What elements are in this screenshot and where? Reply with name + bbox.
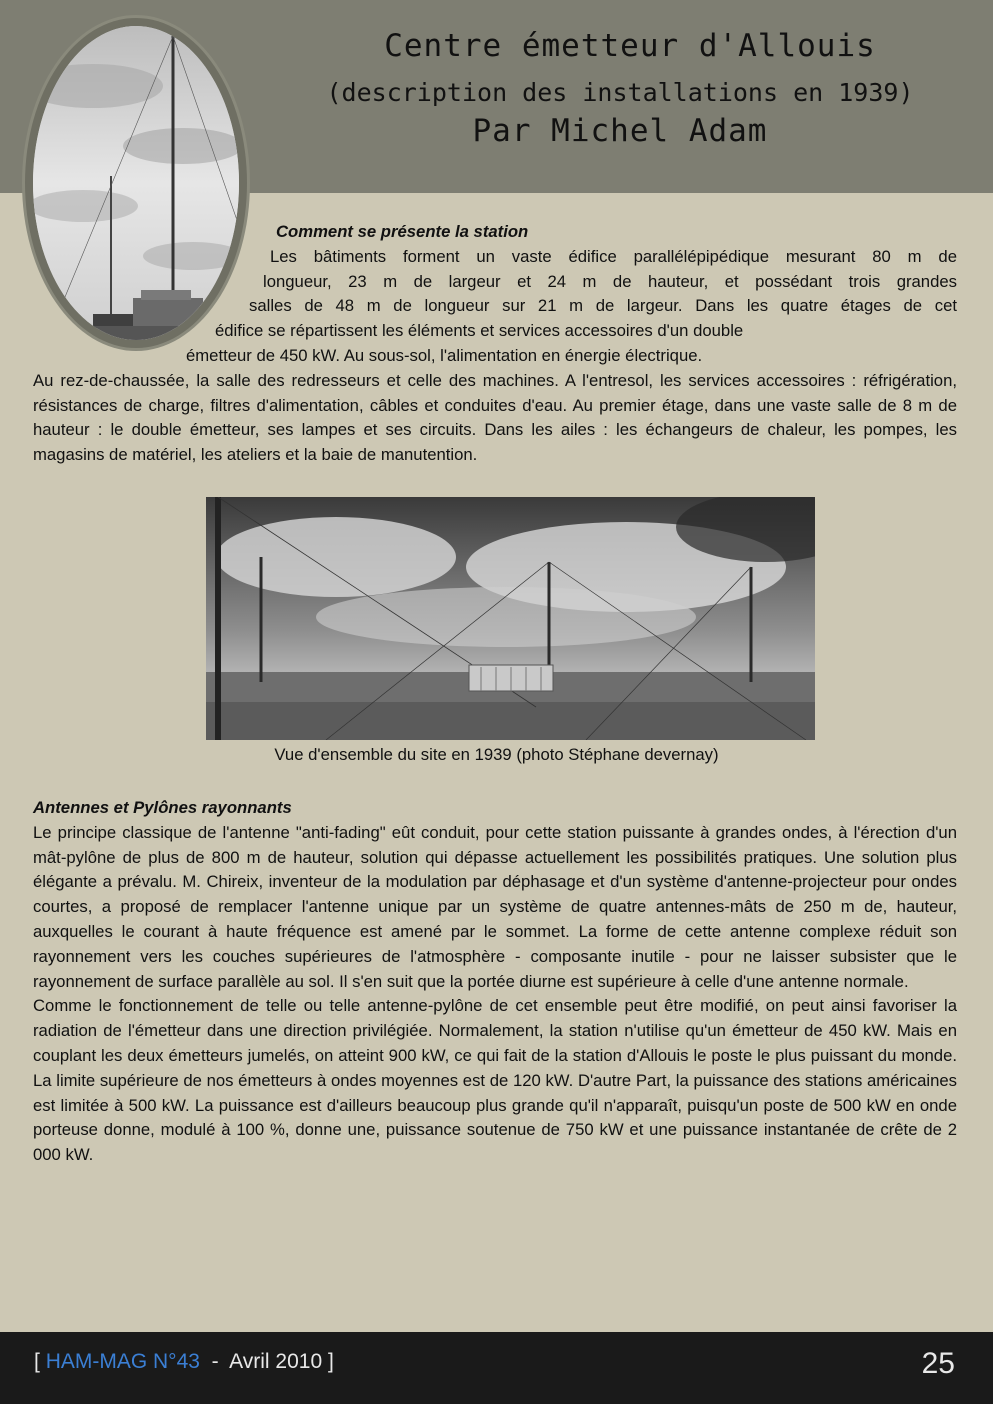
wrapped-line: Les bâtiments forment un vaste édifice parallélépipédique mesurant 80 m de bbox=[270, 246, 957, 266]
footer-issue bbox=[34, 1350, 334, 1374]
section-heading-antennas: Antennes et Pylônes rayonnants bbox=[33, 798, 292, 817]
magazine-name: HAM-MAG N°43 bbox=[45, 1350, 200, 1373]
site-photo bbox=[206, 497, 815, 740]
wrapped-line: salles de 48 m de longueur sur 21 m de largeur. Dans les quatre étages de cet bbox=[249, 296, 957, 316]
paragraph: Comme le fonctionnement de telle ou telle antenne-pylône de cet ensemble peut être modifié, on peut ainsi favoriser la radiation de l'émetteur dans une direction privilégiée. Normalement, la station n'utilise qu'un émetteur de 450 kW. Mais en couplant les deux émetteurs jumelés, on atteint 900 kW, ce qui fait de la station d'Allouis le poste le plus puissant du monde. La limite supérieure de nos émetteurs à ondes moyennes est de 120 kW. D'autre Part, la puissance des stations américaines est limitée à 500 kW. La puissance est d'ailleurs beaucoup plus grande qu'il n'apparaît, puisqu'un poste de 500 kW en onde porteuse donne, modulé à 100 %, donne une, puissance soutenue de 750 kW et une puissance instantanée de crête de 2 000 kW. bbox=[33, 996, 957, 1165]
title-block bbox=[270, 28, 970, 149]
bracket: [ bbox=[34, 1350, 40, 1373]
section-antennas bbox=[33, 796, 957, 1168]
issue-date: Avril 2010 bbox=[229, 1350, 323, 1373]
page-number: 25 bbox=[921, 1347, 955, 1380]
section-heading-station: Comment se présente la station bbox=[276, 222, 529, 241]
page-footer bbox=[0, 1332, 993, 1404]
photo-caption: Vue d'ensemble du site en 1939 (photo Stéphane devernay) bbox=[274, 745, 719, 764]
article-title: Centre émetteur d'Allouis bbox=[384, 28, 876, 64]
section-station bbox=[33, 220, 957, 468]
paragraph: Le principe classique de l'antenne "anti-fading" eût conduit, pour cette station puissante à grandes ondes, à l'érection d'un mât-pylône de plus de 800 m de hauteur, solution qui dépasse actuellement les possibilités pratiques. Une solution plus élégante a prévalu. M. Chireix, inventeur de la modulation par déphasage et d'un système d'antenne-projecteur pour ondes courtes, a proposé de remplacer l'antenne unique par un système de quatre antennes-mâts de 250 m de, hauteur, auxquelles le courant à haute fréquence est amené par le sommet. La forme de cette antenne complexe réduit son rayonnement vers les couches supérieures de l'atmosphère - composante inutile - pour ne laisser subsister que le rayonnement de surface parallèle au sol. Il s'en suit que la portée diurne est supérieure à celle d'une antenne normale. bbox=[33, 822, 957, 991]
paragraph: Au rez-de-chaussée, la salle des redresseurs et celle des machines. A l'entresol, les services accessoires : réfrigération, résistances de charge, filtres d'alimentation, câbles et conduites d'eau. Au premier étage, dans une vaste salle de 8 m de hauteur : le double émetteur, ses lampes et ses circuits. Dans les ailes : les échangeurs de chaleur, les pompes, les magasins de matériel, les ateliers et la baie de manutention. bbox=[33, 370, 957, 465]
site-photo-image bbox=[206, 497, 815, 740]
wrapped-line: émetteur de 450 kW. Au sous-sol, l'alimentation en énergie électrique. bbox=[186, 345, 703, 365]
article-subtitle: (description des installations en 1939) bbox=[326, 78, 914, 107]
bracket: ] bbox=[327, 1350, 334, 1373]
wrapped-line: longueur, 23 m de largeur et 24 m de hauteur, et possédant trois grandes bbox=[263, 271, 957, 291]
article-author: Par Michel Adam bbox=[472, 113, 768, 149]
wrapped-line: édifice se répartissent les éléments et services accessoires d'un double bbox=[215, 321, 744, 341]
separator: - bbox=[211, 1350, 219, 1373]
